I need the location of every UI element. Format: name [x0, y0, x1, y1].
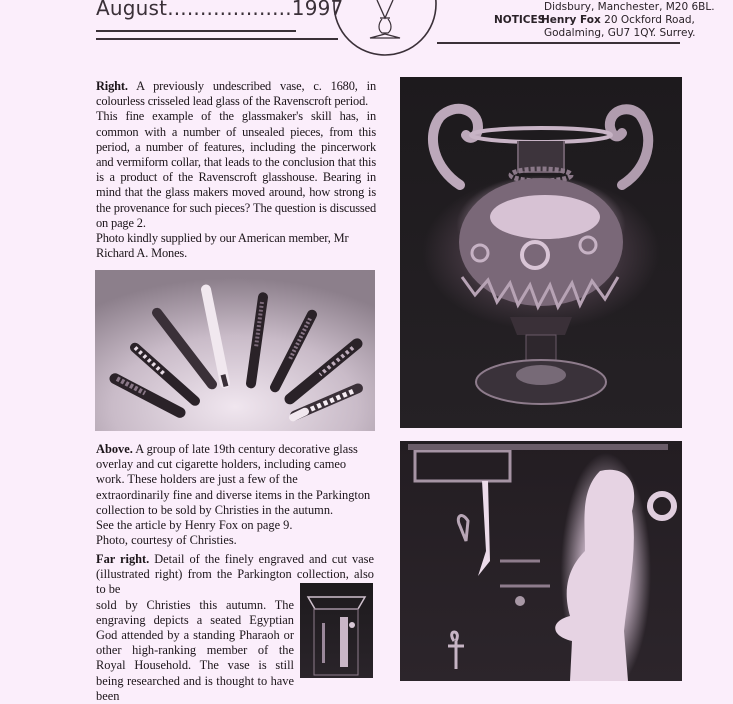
caption-right-line1: A previously undescribed vase, c. 1680, in colourless crisseled lead glass of the Ravenscroft period. [96, 79, 376, 109]
caption-above-body: A group of late 19th century decorative glass overlay and cut cigarette holders, including cameo work. These holders are just a few of the extraordinarily fine and diverse items in the Parkington collection to be sold by Christies in the autumn. [96, 442, 371, 517]
caption-above-intro [96, 442, 374, 518]
caption-far-right-narrow: sold by Christies this autumn. The engraving depicts a seated Egyptian God attended by a standing Pharaoh or other high-ranking member of the Royal Household. The vase is still being researched and is thought to have been [96, 597, 294, 703]
caption-right [96, 79, 376, 261]
engraved-vase-thumbnail [300, 583, 373, 678]
holder-4 [206, 289, 226, 386]
ravenscroft-vase-photo [400, 77, 682, 428]
header-rule-bottom [96, 38, 338, 40]
notices-rule [437, 42, 680, 44]
notices-label: NOTICES [494, 14, 546, 26]
header-rule-top [96, 30, 296, 32]
caption-above [96, 442, 374, 548]
issue-date: August...................1997 [96, 0, 344, 20]
glass-logo-icon [332, 0, 438, 56]
vase-right-handle [610, 109, 648, 185]
seated-god-figure [555, 470, 634, 681]
caption-right-lead: Right. [96, 79, 128, 93]
ankh-icon [448, 632, 464, 669]
holder-6 [275, 315, 312, 388]
caption-above-lead: Above. [96, 442, 133, 456]
vase-left-handle [433, 109, 478, 185]
caption-right-intro [96, 79, 376, 109]
sun-disc-icon [650, 494, 674, 518]
egyptian-engraving-detail-photo [400, 441, 682, 681]
cigarette-holders-illustration [95, 270, 375, 431]
notices-address-line1: 20 Ockford Road, [600, 14, 695, 26]
holder-5 [251, 297, 263, 383]
thumbnail-vase-illustration [300, 583, 373, 678]
caption-right-body: This fine example of the glassmaker's skill has, in common with a number of unsealed pieces, from this period, a number of features, including the pincerwork and vermiform collar, that leads to the conclusion that this is a product of the Ravenscroft glasshouse. Bearing in mind that the glass makers moved around, how strong is the provenance for such pieces? The question is discussed on page 2. [96, 109, 376, 230]
caption-above-credit: Photo, courtesy of Christies. [96, 533, 237, 548]
pharaoh-figure [478, 481, 490, 576]
caption-far-right-lead: Far right. [96, 552, 150, 566]
notices-name: Henry Fox [541, 14, 601, 26]
notices-address-line2: Godalming, GU7 1QY. Surrey. [544, 27, 696, 39]
notices-previous-address: Didsbury, Manchester, M20 6BL. [544, 1, 715, 13]
egyptian-engraving-illustration [400, 441, 682, 681]
vase-neck [518, 141, 564, 172]
caption-far-right-line: Detail of the finely engraved and cut vase (illustrated right) from the Parkington collection, also to be [96, 552, 374, 597]
notices-contact [541, 14, 696, 40]
cigarette-holders-photo [95, 270, 375, 431]
caption-above-see-also: See the article by Henry Fox on page 9. [96, 518, 293, 533]
vase-illustration [400, 77, 682, 428]
caption-right-credit: Photo kindly supplied by our American member, Mr Richard A. Mones. [96, 231, 349, 261]
